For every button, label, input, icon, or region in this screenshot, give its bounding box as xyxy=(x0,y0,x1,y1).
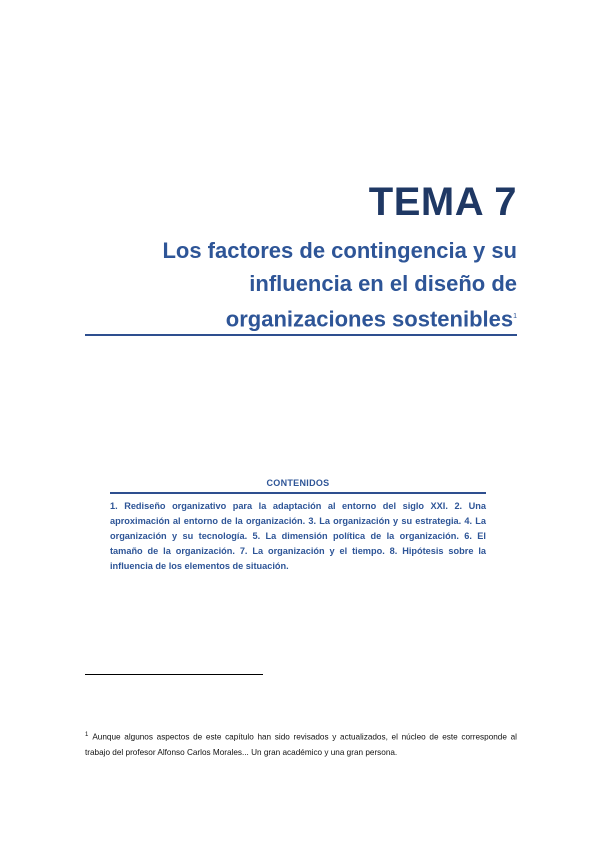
contents-box xyxy=(110,478,486,574)
chapter-title-line-3 xyxy=(85,300,517,335)
contents-list: 1. Rediseño organizativo para la adaptación al entorno del siglo XXI. 2. Una aproximación al entorno de la organización. 3. La organización y su estrategia. 4. La organización y su tecnología. 5. La dimensión política de la organización. 6. El tamaño de la organización. 7. La organización y el tiempo. 8. Hipótesis sobre la influencia de los elementos de situación. xyxy=(110,501,486,571)
chapter-title xyxy=(85,234,517,335)
chapter-number: TEMA 7 xyxy=(368,180,517,224)
footnote-reference[interactable]: 1 xyxy=(513,313,517,320)
title-divider xyxy=(85,334,517,336)
chapter-title-line-3-text: organizaciones sostenibles xyxy=(225,306,514,332)
footnote-marker: 1 xyxy=(85,732,89,738)
footnote-separator xyxy=(85,674,263,675)
contents-heading: CONTENIDOS xyxy=(266,478,330,488)
chapter-title-line-1: Los factores de contingencia y su xyxy=(162,238,517,263)
footnote xyxy=(85,728,517,760)
contents-divider xyxy=(110,492,486,494)
footnote-text: Aunque algunos aspectos de este capítulo han sido revisados y actualizados, el núcleo de este corresponde al trabajo del profesor Alfonso Carlos Morales... Un gran académico y una gran persona. xyxy=(85,732,517,757)
chapter-title-line-2: influencia en el diseño de xyxy=(249,271,517,296)
title-block xyxy=(85,180,517,335)
